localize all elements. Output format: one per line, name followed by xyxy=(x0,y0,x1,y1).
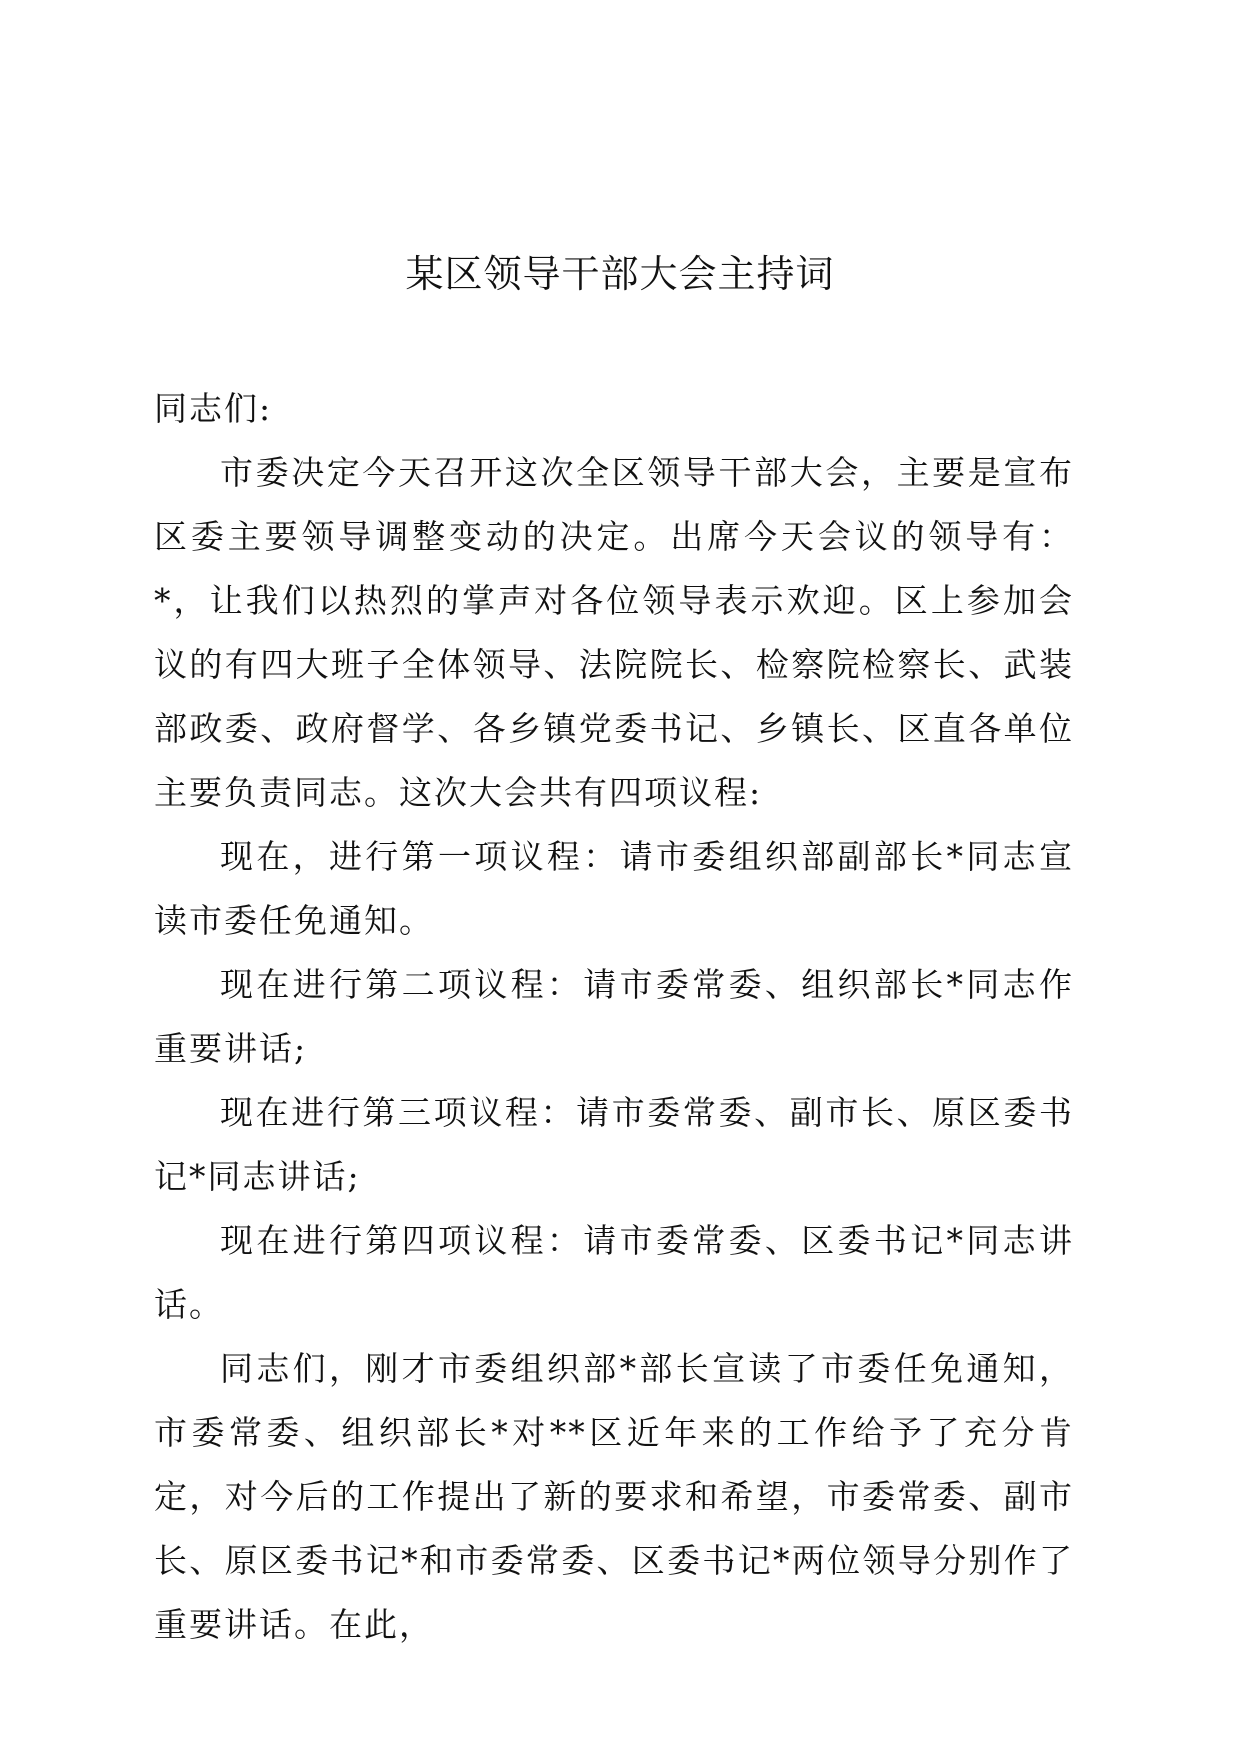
salutation: 同志们: xyxy=(154,389,273,428)
document-body xyxy=(154,377,1074,1657)
paragraph-agenda-1: 现在，进行第一项议程：请市委组织部副部长*同志宣读市委任免通知。 xyxy=(154,837,1074,940)
document-title: 某区领导干部大会主持词 xyxy=(405,252,835,296)
paragraph-agenda-4: 现在进行第四项议程：请市委常委、区委书记*同志讲话。 xyxy=(154,1221,1074,1324)
paragraph-agenda-3: 现在进行第三项议程：请市委常委、副市长、原区委书记*同志讲话; xyxy=(154,1093,1074,1196)
paragraph-agenda-2: 现在进行第二项议程：请市委常委、组织部长*同志作重要讲话; xyxy=(154,965,1074,1068)
paragraph-opening: 市委决定今天召开这次全区领导干部大会，主要是宣布区委主要领导调整变动的决定。出席今天会议的领导有：*，让我们以热烈的掌声对各位领导表示欢迎。区上参加会议的有四大班子全体领导、法院院长、检察院检察长、武装部政委、政府督学、各乡镇党委书记、乡镇长、区直各单位主要负责同志。这次大会共有四项议程: xyxy=(154,453,1074,812)
paragraph-summary: 同志们，刚才市委组织部*部长宣读了市委任免通知，市委常委、组织部长*对**区近年来的工作给予了充分肯定，对今后的工作提出了新的要求和希望，市委常委、副市长、原区委书记*和市委常委、区委书记*两位领导分别作了重要讲话。在此， xyxy=(154,1349,1074,1644)
